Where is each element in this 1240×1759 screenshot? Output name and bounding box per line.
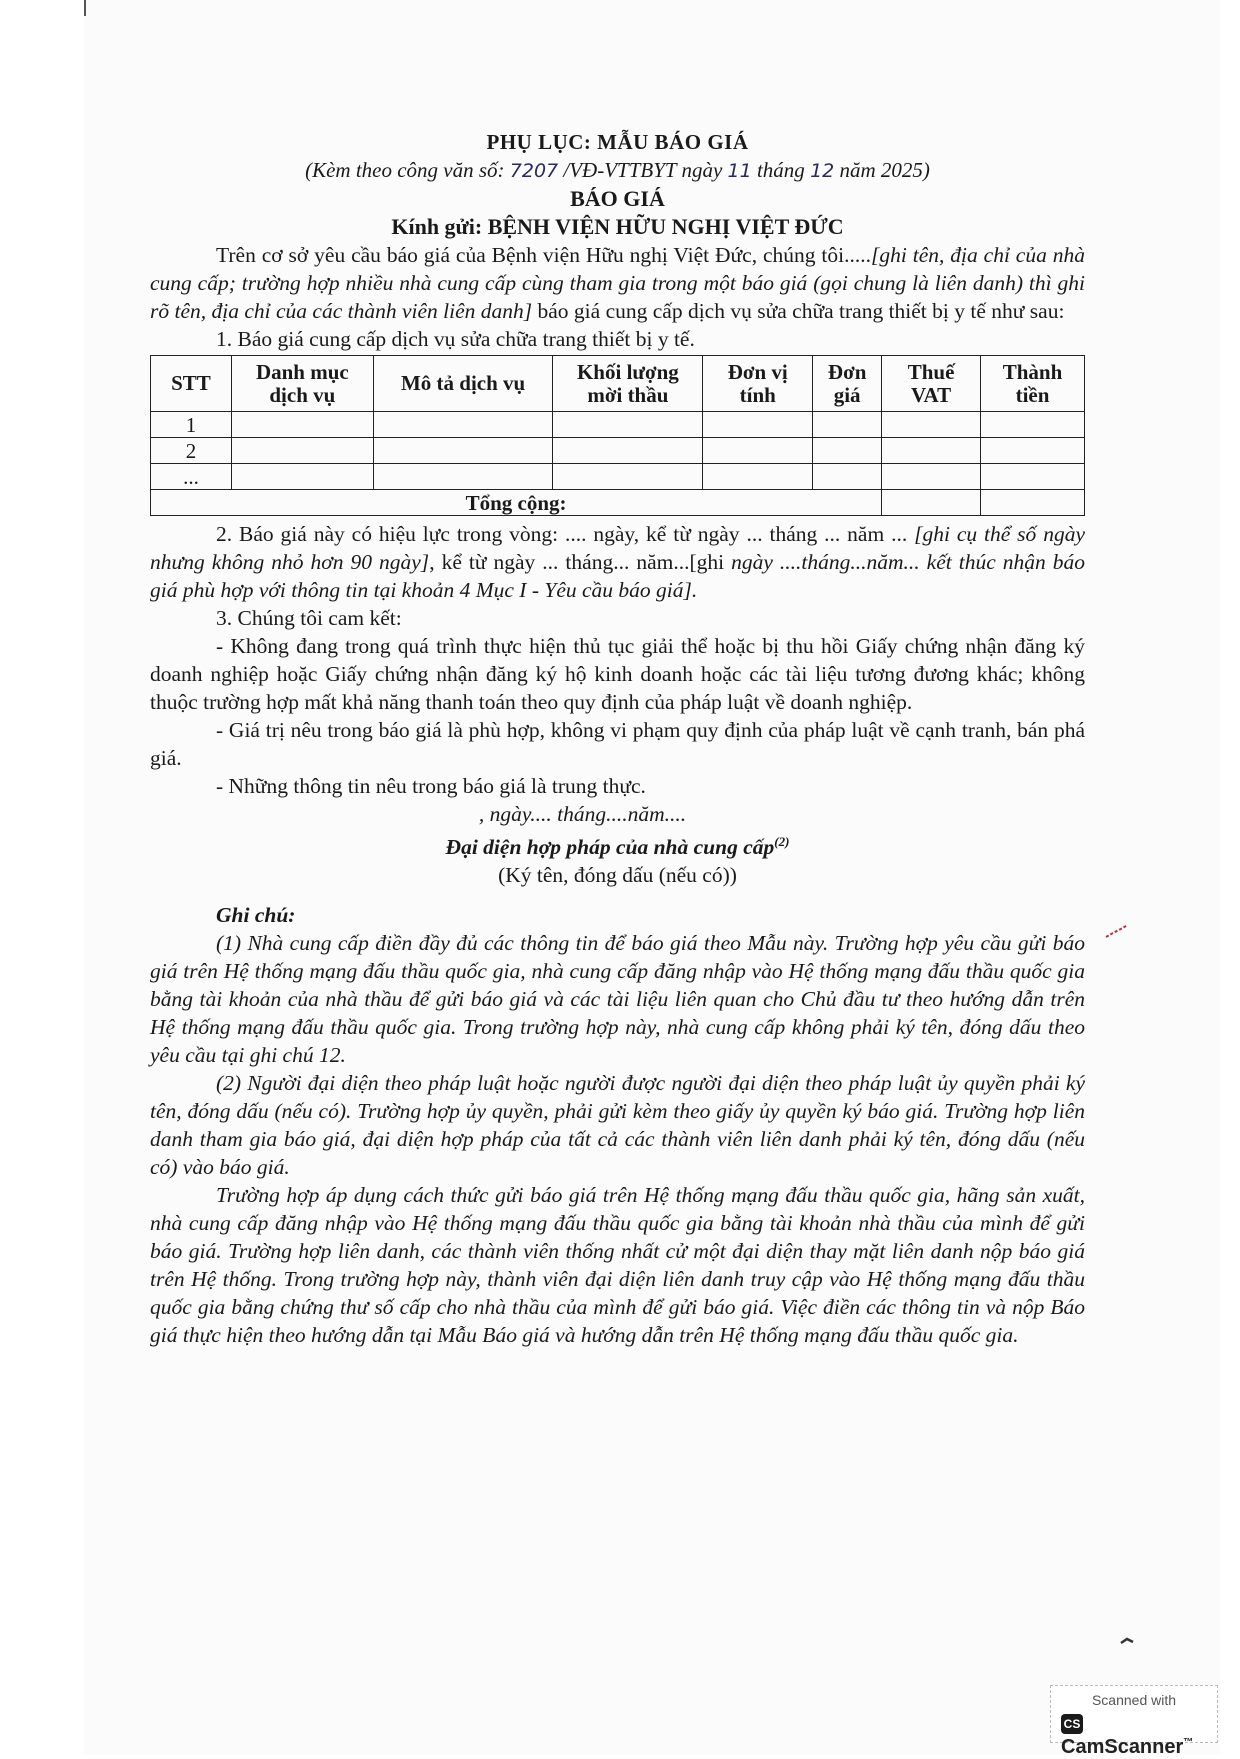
notes-section [150, 901, 1085, 1349]
recipient-line: Kính gửi: BỆNH VIỆN HỮU NGHỊ VIỆT ĐỨC [391, 214, 844, 239]
commitment-item: - Những thông tin nêu trong báo giá là trung thực. [216, 774, 646, 798]
camscanner-watermark [1050, 1685, 1218, 1758]
col-header-stt: STT [151, 356, 232, 412]
col-header-service-description: Mô tả dịch vụ [373, 356, 553, 412]
note-paragraph: Trường hợp áp dụng cách thức gửi báo giá trên Hệ thống mạng đấu thầu quốc gia, hãng sản xuất, nhà cung cấp đăng nhập vào Hệ thống mạng đấu thầu quốc gia bằng tài khoản nhà thầu của mình để gửi báo giá. Trường hợp liên danh, các thành viên thống nhất cử một đại diện thay mặt liên danh nộp báo giá trên Hệ thống. Trong trường hợp này, thành viên đại diện liên danh truy cập vào Hệ thống mạng đấu thầu quốc gia bằng chứng thư số cấp cho nhà thầu của mình để gửi báo giá. Việc điền các thông tin và nộp Báo giá thực hiện theo hướng dẫn tại Mẫu Báo giá và hướng dẫn trên Hệ thống mạng đấu thầu quốc gia. [150, 1183, 1085, 1348]
commitment-item: - Không đang trong quá trình thực hiện thủ tục giải thể hoặc bị thu hồi Giấy chứng nhận đăng ký doanh nghiệp hoặc Giấy chứng nhận đăng ký hộ kinh doanh hoặc các tài liệu tương đương khác; không thuộc trường hợp mất khả năng thanh toán theo quy định của pháp luật về doanh nghiệp. [150, 634, 1085, 714]
signature-date-line: , ngày.... tháng....năm.... [478, 802, 687, 826]
table-row [151, 464, 1085, 490]
watermark-top-text: Scanned with [1091, 1692, 1177, 1708]
section-3-heading: 3. Chúng tôi cam kết: [216, 606, 402, 630]
col-header-service-category: Danh mục dịch vụ [231, 356, 373, 412]
table-row [151, 412, 1085, 438]
scan-smudge-icon [1120, 1637, 1134, 1645]
pen-mark-icon [1105, 925, 1127, 939]
row-number: 2 [151, 438, 232, 464]
col-header-unit-price: Đơn giá [813, 356, 882, 412]
handwritten-doc-number: 7207 [509, 160, 559, 182]
watermark-brand: CSCamScanner™ [1061, 1713, 1217, 1759]
scan-edge-mark [84, 0, 86, 16]
section-1-heading: 1. Báo giá cung cấp dịch vụ sửa chữa trang thiết bị y tế. [216, 327, 695, 351]
handwritten-day: 11 [727, 160, 752, 182]
col-header-amount: Thành tiền [981, 356, 1085, 412]
handwritten-month: 12 [810, 160, 835, 182]
main-title: BÁO GIÁ [570, 186, 665, 211]
camscanner-logo-icon: CS [1061, 1714, 1083, 1734]
document-content [150, 128, 1085, 1349]
row-number: ... [151, 464, 232, 490]
quote-table [150, 355, 1085, 516]
section-2-paragraph: 2. Báo giá này có hiệu lực trong vòng: .... ngày, kể từ ngày ... tháng ... năm ... [ghi cụ thể số ngày nhưng không nhỏ hơn 90 ngày], kể từ ngày ... tháng... năm...[ghi ngày ....tháng...năm... kết thúc nhận báo giá phù hợp với thông tin tại khoản 4 Mục I - Yêu cầu báo giá]. [150, 522, 1086, 602]
attached-note: (Kèm theo công văn số: 7207 /VĐ-VTTBYT ngày 11 tháng 12 năm 2025) [305, 158, 930, 182]
commitment-item: - Giá trị nêu trong báo giá là phù hợp, không vi phạm quy định của pháp luật về cạnh tranh, bán phá giá. [150, 718, 1085, 770]
col-header-vat: Thuế VAT [882, 356, 981, 412]
intro-paragraph: Trên cơ sở yêu cầu báo giá của Bệnh viện Hữu nghị Việt Đức, chúng tôi.....[ghi tên, địa chỉ của nhà cung cấp; trường hợp nhiều nhà cung cấp cùng tham gia trong một báo giá (gọi chung là liên danh) thì ghi rõ tên, địa chỉ của các thành viên liên danh] báo giá cung cấp dịch vụ sửa chữa trang thiết bị y tế như sau: [150, 243, 1085, 323]
table-header-row [151, 356, 1085, 412]
signature-title: Đại diện hợp pháp của nhà cung cấp$^{(2)}$ [445, 834, 790, 860]
table-row [151, 438, 1085, 464]
note-paragraph: (1) Nhà cung cấp điền đầy đủ các thông tin để báo giá theo Mẫu này. Trường hợp yêu cầu gửi báo giá trên Hệ thống mạng đấu thầu quốc gia, nhà cung cấp đăng nhập vào Hệ thống mạng đấu thầu quốc gia bằng tài khoản của nhà thầu để gửi báo giá và các tài liệu liên quan cho Chủ đầu tư theo hướng dẫn trên Hệ thống mạng đấu thầu quốc gia. Trong trường hợp này, nhà cung cấp không phải ký tên, đóng dấu theo yêu cầu tại ghi chú 12. [150, 931, 1085, 1068]
col-header-quantity: Khối lượng mời thầu [553, 356, 703, 412]
notes-title: Ghi chú: [216, 903, 296, 928]
appendix-title: PHỤ LỤC: MẪU BÁO GIÁ [486, 130, 749, 154]
col-header-unit: Đơn vị tính [703, 356, 813, 412]
note-paragraph: (2) Người đại diện theo pháp luật hoặc người được người đại diện theo pháp luật ủy quyền phải ký tên, đóng dấu (nếu có). Trường hợp ủy quyền, phải gửi kèm theo giấy ủy quyền ký báo giá. Trường hợp liên danh tham gia báo giá, đại diện hợp pháp của tất cả các thành viên liên danh phải ký tên, đóng dấu (nếu có) vào báo giá. [150, 1071, 1085, 1180]
signature-subtitle: (Ký tên, đóng dấu (nếu có)) [498, 863, 737, 888]
row-number: 1 [151, 412, 232, 438]
total-label: Tổng cộng: [151, 490, 882, 516]
table-total-row [151, 490, 1085, 516]
